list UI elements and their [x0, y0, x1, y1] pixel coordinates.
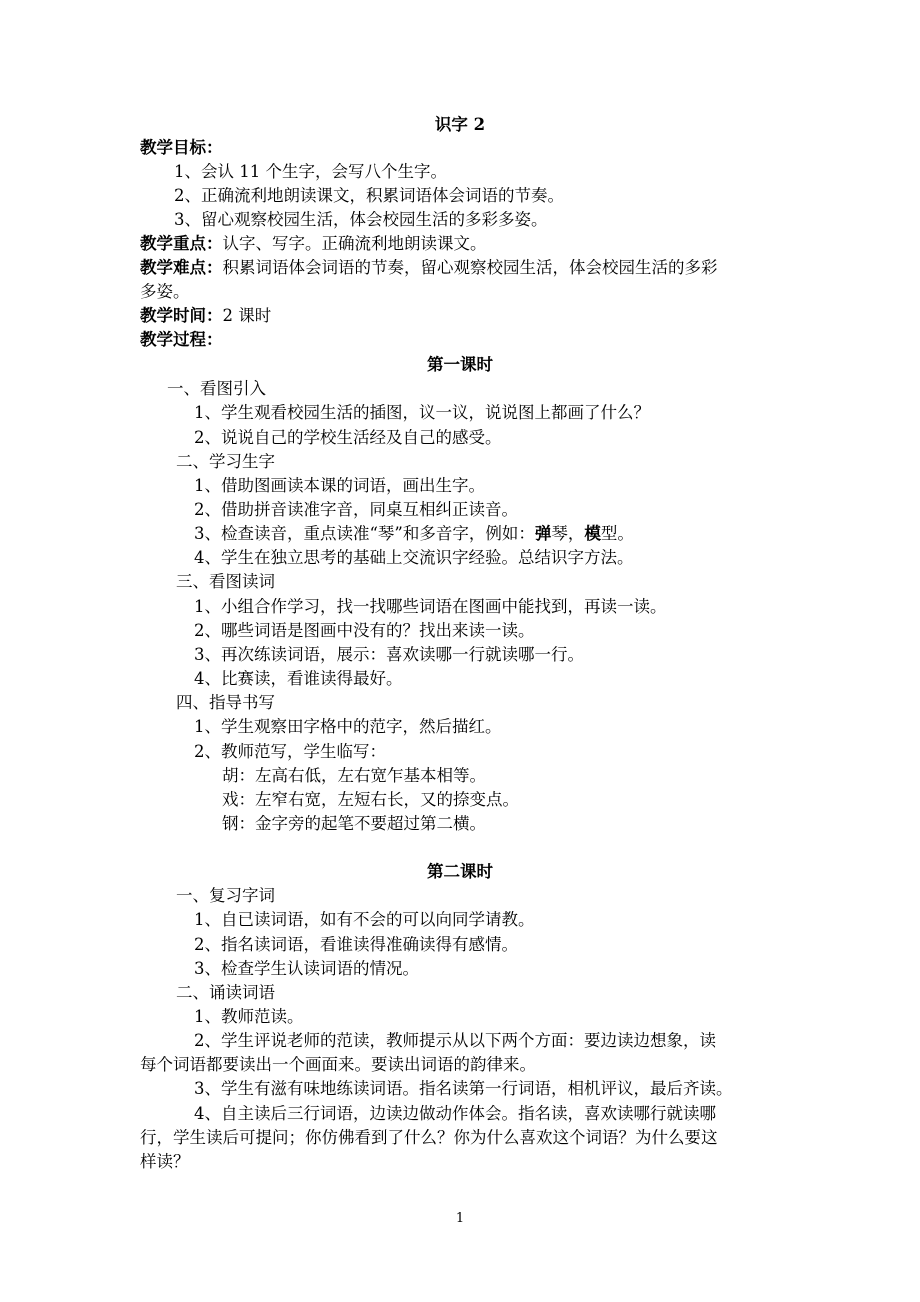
- list-item-text: 3、检查读音，重点读准“琴”和多音字，例如：: [194, 524, 535, 543]
- list-item: 4、比赛读，看谁读得最好。: [194, 669, 403, 688]
- paragraph-line: 每个词语都要读出一个画面来。要读出词语的韵律来。: [140, 1055, 536, 1074]
- section-title: 四、指导书写: [176, 693, 275, 712]
- section-title: 二、诵读词语: [176, 983, 275, 1002]
- difficulties-label: 教学难点：: [140, 258, 223, 277]
- objectives-label: 教学目标：: [140, 138, 223, 157]
- list-item: 3、检查学生认读词语的情况。: [194, 959, 419, 978]
- list-item: 1、学生观察田字格中的范字，然后描红。: [194, 717, 502, 736]
- objective-item: 1、会认 11 个生字，会写八个生字。: [174, 162, 447, 181]
- lesson1-heading: 第一课时: [427, 355, 493, 374]
- paragraph-line: 行，学生读后可提问；你仿佛看到了什么？你为什么喜欢这个词语？为什么要这: [140, 1128, 718, 1147]
- list-item: 1、小组合作学习，找一找哪些词语在图画中能找到，再读一读。: [194, 597, 667, 616]
- paragraph-line: 4、自主读后三行词语，边读边做动作体会。指名读，喜欢读哪行就读哪: [194, 1104, 716, 1123]
- list-item: 1、教师范读。: [194, 1007, 304, 1026]
- list-item: 1、学生观看校园生活的插图，议一议，说说图上都画了什么？: [194, 403, 650, 422]
- example-text: 型。: [600, 524, 634, 543]
- time-label: 教学时间：: [140, 306, 223, 325]
- list-item: 2、哪些词语是图画中没有的？找出来读一读。: [194, 621, 535, 640]
- section-title: 三、看图读词: [176, 572, 275, 591]
- teaching-time: [140, 305, 271, 327]
- list-item: 2、教师范写，学生临写：: [194, 742, 386, 761]
- list-item: 1、借助图画读本课的词语，画出生字。: [194, 476, 485, 495]
- paragraph-line: 2、学生评说老师的范读，教师提示从以下两个方面：要边读边想象，读: [194, 1031, 716, 1050]
- list-item: [194, 523, 634, 545]
- paragraph-line: 样读？: [140, 1152, 190, 1171]
- key-points: [140, 233, 487, 255]
- section-title: 一、看图引入: [167, 379, 266, 398]
- example-bold-char: 弹: [534, 524, 552, 543]
- writing-note: 钢：金字旁的起笔不要超过第二横。: [222, 814, 486, 833]
- list-item: 2、借助拼音读准字音，同桌互相纠正读音。: [194, 500, 518, 519]
- time-text: 2 课时: [222, 306, 272, 325]
- page-number: 1: [455, 1211, 465, 1226]
- difficulties-text: 积累词语体会词语的节奏，留心观察校园生活，体会校园生活的多彩: [222, 258, 718, 277]
- list-item: 3、再次练读词语，展示：喜欢读哪一行就读哪一行。: [194, 645, 584, 664]
- list-item: 4、学生在独立思考的基础上交流识字经验。总结识字方法。: [194, 548, 634, 567]
- difficulties: [140, 257, 718, 279]
- list-item: 2、说说自己的学校生活经及自己的感受。: [194, 428, 502, 447]
- objective-item: 3、留心观察校园生活，体会校园生活的多彩多姿。: [174, 210, 548, 229]
- difficulties-continuation: 多姿。: [140, 282, 190, 301]
- lesson2-heading: 第二课时: [427, 862, 493, 881]
- key-points-text: 认字、写字。正确流利地朗读课文。: [222, 234, 487, 253]
- example-text: 琴，: [551, 524, 585, 543]
- example-bold-char: 模: [584, 524, 601, 543]
- document-title: 识字 2: [434, 115, 486, 134]
- objective-item: 2、正确流利地朗读课文，积累词语体会词语的节奏。: [174, 186, 564, 205]
- writing-note: 胡：左高右低，左右宽乍基本相等。: [222, 766, 486, 785]
- list-item: 1、自已读词语，如有不会的可以向同学请教。: [194, 910, 535, 929]
- key-points-label: 教学重点：: [140, 234, 223, 253]
- section-title: 二、学习生字: [176, 452, 275, 471]
- process-label: 教学过程：: [140, 330, 223, 349]
- paragraph-line: 3、学生有滋有味地练读词语。指名读第一行词语，相机评议，最后齐读。: [194, 1079, 733, 1098]
- writing-note: 戏：左窄右宽，左短右长，又的捺变点。: [222, 790, 519, 809]
- list-item: 2、指名读词语，看谁读得准确读得有感情。: [194, 935, 518, 954]
- section-title: 一、复习字词: [176, 886, 275, 905]
